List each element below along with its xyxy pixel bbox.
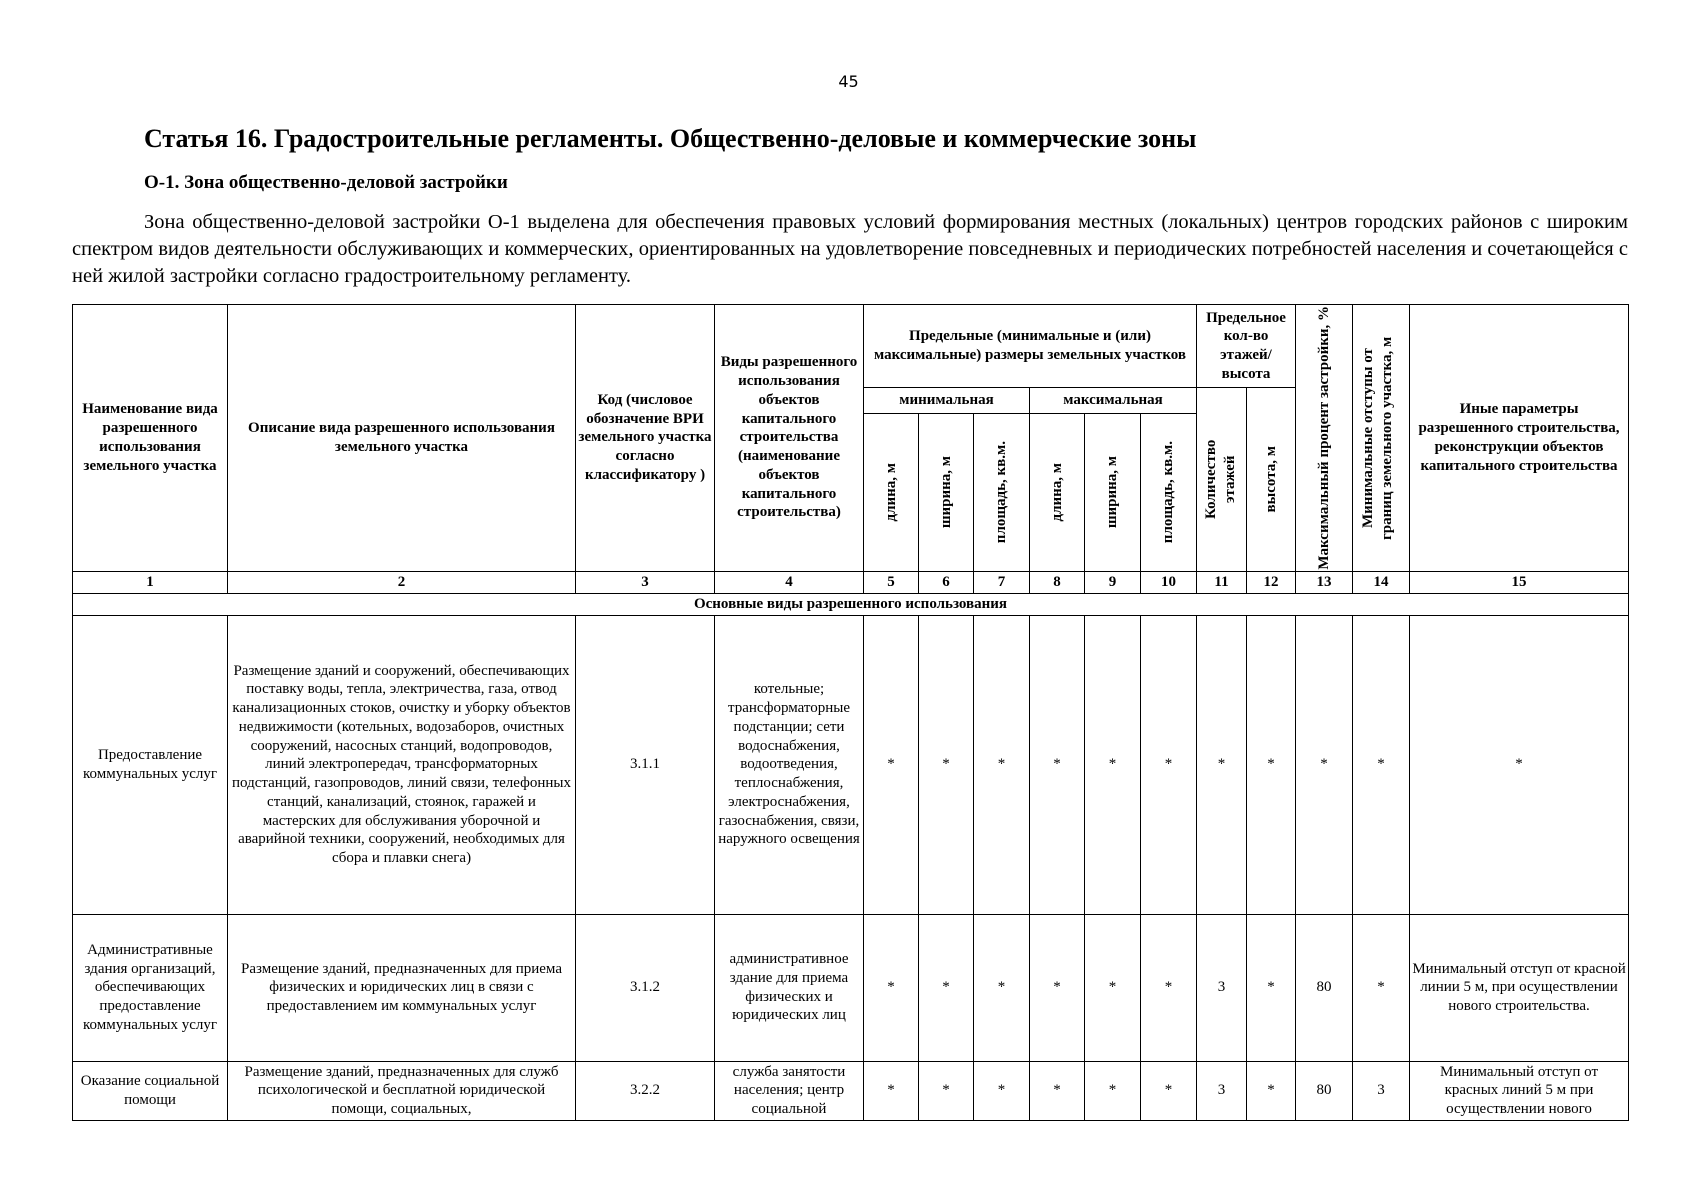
row-value: * bbox=[864, 615, 919, 914]
header-maximum: максимальная bbox=[1030, 388, 1197, 414]
row-value: * bbox=[919, 914, 974, 1061]
row-code: 3.1.1 bbox=[576, 615, 715, 914]
row-value: * bbox=[1085, 1061, 1141, 1120]
header-min-setbacks bbox=[1353, 305, 1410, 572]
row-value: * bbox=[1353, 914, 1410, 1061]
row-value: 3 bbox=[1353, 1061, 1410, 1120]
column-number: 13 bbox=[1296, 571, 1353, 593]
header-description: Описание вида разрешенного использования земельного участка bbox=[228, 305, 576, 572]
column-number: 12 bbox=[1247, 571, 1296, 593]
row-value: * bbox=[1296, 615, 1353, 914]
column-number: 7 bbox=[974, 571, 1030, 593]
column-number: 10 bbox=[1141, 571, 1197, 593]
zone-subheading: О-1. Зона общественно-деловой застройки bbox=[144, 172, 508, 193]
row-value: 3 bbox=[1197, 914, 1247, 1061]
row-objects: котельные; трансформаторные подстанции; сети водоснабжения, водоотведения, теплоснабжения, электроснабжения, газоснабжения, связи, наружного освещения bbox=[715, 615, 864, 914]
row-other: Минимальный отступ от красной линии 5 м, при осуществлении нового строительства. bbox=[1410, 914, 1629, 1061]
header-min-length bbox=[864, 413, 919, 571]
regulation-table bbox=[72, 304, 1629, 1121]
row-value: * bbox=[919, 615, 974, 914]
row-value: * bbox=[1141, 914, 1197, 1061]
row-name: Оказание социальной помощи bbox=[73, 1061, 228, 1120]
column-number: 9 bbox=[1085, 571, 1141, 593]
row-value: * bbox=[1085, 615, 1141, 914]
row-description: Размещение зданий и сооружений, обеспечивающих поставку воды, тепла, электричества, газа, отвод канализационных стоков, очистку и уборку объектов недвижимости (котельных, водозаборов, очистных сооружений, насосных станций, водопроводов, линий электропередач, трансформаторных подстанций, газопроводов, линий связи, телефонных станций, канализаций, стоянок, гаражей и мастерских для обслуживания уборочной и аварийной техники, сооружений, необходимых для сбора и плавки снега) bbox=[228, 615, 576, 914]
section-title: Основные виды разрешенного использования bbox=[73, 593, 1629, 615]
row-value: * bbox=[864, 1061, 919, 1120]
column-number: 2 bbox=[228, 571, 576, 593]
row-value: * bbox=[1247, 914, 1296, 1061]
header-max-width bbox=[1085, 413, 1141, 571]
row-value: * bbox=[1085, 914, 1141, 1061]
header-name: Наименование вида разрешенного использования земельного участка bbox=[73, 305, 228, 572]
row-code: 3.2.2 bbox=[576, 1061, 715, 1120]
row-code: 3.1.2 bbox=[576, 914, 715, 1061]
intro-paragraph: Зона общественно-деловой застройки О-1 выделена для обеспечения правовых условий формирования местных (локальных) центров городских районов с широким спектром видов деятельности обслуживающих и коммерческих, ориентированных на удовлетворение повседневных и периодических потребностей населения и сочетающейся с ней жилой застройки согласно градостроительному регламенту. bbox=[72, 211, 1628, 287]
row-value: * bbox=[1030, 615, 1085, 914]
column-number: 6 bbox=[919, 571, 974, 593]
page-number: 45 bbox=[838, 72, 859, 91]
column-number: 5 bbox=[864, 571, 919, 593]
column-number: 4 bbox=[715, 571, 864, 593]
row-value: * bbox=[974, 615, 1030, 914]
header-max-length bbox=[1030, 413, 1085, 571]
column-number: 15 bbox=[1410, 571, 1629, 593]
header-min-setbacks-label: Минимальные отступы от границ земельного участка, м bbox=[1360, 336, 1395, 540]
header-objects: Виды разрешенного использования объектов капитального строительства (наименование объектов капитального строительства) bbox=[715, 305, 864, 572]
header-other-params: Иные параметры разрешенного строительства, реконструкции объектов капитального строительства bbox=[1410, 305, 1629, 572]
header-code: Код (числовое обозначение ВРИ земельного участка согласно классификатору ) bbox=[576, 305, 715, 572]
row-value: * bbox=[864, 914, 919, 1061]
table-row bbox=[73, 914, 1629, 1061]
header-min-width bbox=[919, 413, 974, 571]
table-row bbox=[73, 615, 1629, 914]
header-minimum: минимальная bbox=[864, 388, 1030, 414]
row-name: Административные здания организаций, обеспечивающих предоставление коммунальных услуг bbox=[73, 914, 228, 1061]
row-objects: служба занятости населения; центр социальной bbox=[715, 1061, 864, 1120]
row-value: * bbox=[1197, 615, 1247, 914]
header-min-area-label: площадь, кв.м. bbox=[993, 441, 1010, 544]
header-plot-sizes: Предельные (минимальные и (или) максимальные) размеры земельных участков bbox=[864, 305, 1197, 388]
article-heading: Статья 16. Градостроительные регламенты. Общественно-деловые и коммерческие зоны bbox=[144, 124, 1197, 153]
row-value: * bbox=[1247, 1061, 1296, 1120]
column-number: 3 bbox=[576, 571, 715, 593]
column-number: 14 bbox=[1353, 571, 1410, 593]
row-value: * bbox=[1141, 1061, 1197, 1120]
header-min-length-label: длина, м bbox=[882, 462, 899, 522]
table-row bbox=[73, 1061, 1629, 1120]
header-height bbox=[1247, 388, 1296, 572]
row-value: 80 bbox=[1296, 914, 1353, 1061]
row-other: Минимальный отступ от красных линий 5 м при осуществлении нового bbox=[1410, 1061, 1629, 1120]
row-name: Предоставление коммунальных услуг bbox=[73, 615, 228, 914]
header-min-area bbox=[974, 413, 1030, 571]
column-number: 11 bbox=[1197, 571, 1247, 593]
row-value: * bbox=[1247, 615, 1296, 914]
header-max-percent-label: Максимальный процент застройки, % bbox=[1315, 306, 1332, 570]
row-value: 3 bbox=[1197, 1061, 1247, 1120]
row-objects: административное здание для приема физических и юридических лиц bbox=[715, 914, 864, 1061]
header-floors-height: Предельное кол-во этажей/ высота bbox=[1197, 305, 1296, 388]
row-value: * bbox=[974, 1061, 1030, 1120]
row-value: * bbox=[1141, 615, 1197, 914]
header-max-area-label: площадь, кв.м. bbox=[1160, 441, 1177, 544]
header-height-label: высота, м bbox=[1262, 446, 1279, 513]
row-description: Размещение зданий, предназначенных для служб психологической и бесплатной юридической помощи, социальных, bbox=[228, 1061, 576, 1120]
row-value: * bbox=[974, 914, 1030, 1061]
header-max-length-label: длина, м bbox=[1048, 462, 1065, 522]
header-max-width-label: ширина, м bbox=[1104, 456, 1121, 529]
row-value: * bbox=[1030, 914, 1085, 1061]
row-description: Размещение зданий, предназначенных для приема физических и юридических лиц в связи с предоставлением им коммунальных услуг bbox=[228, 914, 576, 1061]
header-floors-count-label: Количество этажей bbox=[1202, 439, 1238, 519]
header-max-percent bbox=[1296, 305, 1353, 572]
row-value: * bbox=[919, 1061, 974, 1120]
row-value: 80 bbox=[1296, 1061, 1353, 1120]
column-number: 8 bbox=[1030, 571, 1085, 593]
row-other: * bbox=[1410, 615, 1629, 914]
column-number: 1 bbox=[73, 571, 228, 593]
header-floors-count bbox=[1197, 388, 1247, 572]
row-value: * bbox=[1030, 1061, 1085, 1120]
row-value: * bbox=[1353, 615, 1410, 914]
header-min-width-label: ширина, м bbox=[937, 456, 954, 529]
header-max-area bbox=[1141, 413, 1197, 571]
